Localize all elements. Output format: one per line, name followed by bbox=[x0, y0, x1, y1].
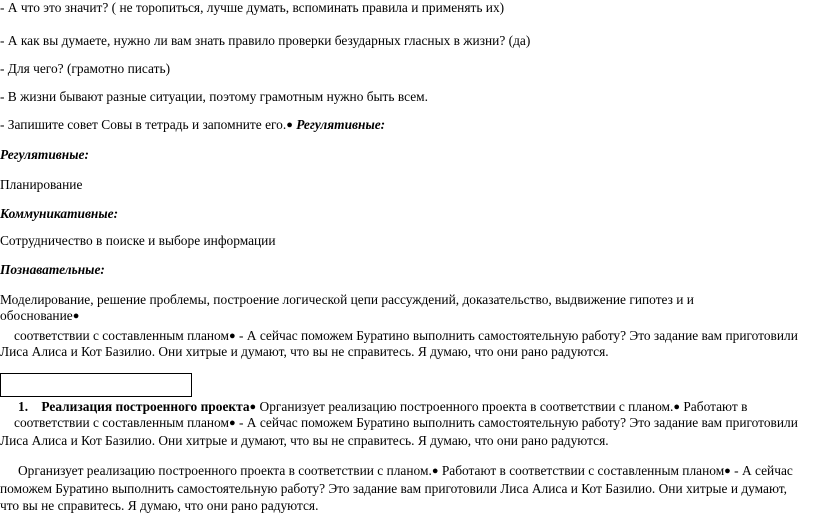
stage-text-1: Организует реализацию построенного проекта в соответствии с планом. bbox=[256, 399, 674, 414]
bullet-icon: ● bbox=[228, 417, 236, 429]
bullet-icon: ● bbox=[249, 401, 257, 413]
stage-text-2b: - А сейчас поможем Буратино выполнить самостоятельную работу? Это задание вам приготовили bbox=[235, 415, 798, 430]
final-line-2: поможем Буратино выполнить самостоятельную работу? Это задание вам приготовили Лиса Алиса и Кот Базилио. Они хитрые и думают, bbox=[0, 481, 788, 496]
cognitive-heading: Познавательные: bbox=[0, 262, 105, 277]
dialog-line-5: - Запишите совет Совы в тетрадь и запомните его. bbox=[0, 117, 287, 132]
bullet-icon: ● bbox=[286, 119, 293, 131]
stage-number: 1. bbox=[18, 399, 29, 414]
communicative-text: Сотрудничество в поиске и выборе информации bbox=[0, 233, 276, 248]
dialog-line-5-row bbox=[0, 117, 385, 133]
stage-title: Реализация построенного проекта bbox=[41, 399, 250, 414]
inline-heading: Регулятивные: bbox=[296, 117, 386, 132]
block1-line-1 bbox=[14, 328, 798, 344]
dialog-line-2: - А как вы думаете, нужно ли вам знать правило проверки безударных гласных в жизни? (да) bbox=[0, 33, 531, 48]
final-text-b: Работают в соответствии с составленным планом bbox=[438, 463, 725, 478]
regulative-text: Планирование bbox=[0, 177, 83, 192]
stage-text-2a: соответствии с составленным планом bbox=[14, 415, 229, 430]
block1-text-a: соответствии с составленным планом bbox=[14, 328, 229, 343]
dialog-line-4: - В жизни бывают разные ситуации, поэтому грамотным нужно быть всем. bbox=[0, 89, 428, 104]
regulative-heading: Регулятивные: bbox=[0, 147, 89, 162]
bullet-icon: ● bbox=[673, 401, 681, 413]
final-text-c: - А сейчас bbox=[730, 463, 793, 478]
bullet-icon: ● bbox=[724, 465, 731, 477]
final-line-3: что вы не справитесь. Я думаю, что они рано радуются. bbox=[0, 498, 319, 513]
cognitive-line-2: обоснование bbox=[0, 308, 73, 323]
final-line-1 bbox=[18, 463, 793, 479]
communicative-heading: Коммуникативные: bbox=[0, 206, 119, 221]
bullet-icon: ● bbox=[72, 310, 80, 322]
bullet-icon: ● bbox=[228, 330, 236, 342]
empty-text-box bbox=[0, 373, 192, 397]
stage-text-2: Работают в bbox=[680, 399, 748, 414]
final-text-a: Организует реализацию построенного проекта в соответствии с планом. bbox=[18, 463, 432, 478]
bullet-icon: ● bbox=[431, 465, 439, 477]
dialog-line-1: - А что это значит? ( не торопиться, лучше думать, вспоминать правила и применять их) bbox=[0, 0, 505, 15]
cognitive-line-1: Моделирование, решение проблемы, построение логической цепи рассуждений, доказательство, выдвижение гипотез и и bbox=[0, 292, 694, 307]
block1-text-b: - А сейчас поможем Буратино выполнить самостоятельную работу? Это задание вам приготовили bbox=[235, 328, 798, 343]
block1-line-2: Лиса Алиса и Кот Базилио. Они хитрые и думают, что вы не справитесь. Я думаю, что они рано радуются. bbox=[0, 344, 609, 359]
cognitive-line-2-row bbox=[0, 308, 79, 324]
stage-line-2 bbox=[14, 415, 798, 431]
dialog-line-3: - Для чего? (грамотно писать) bbox=[0, 61, 171, 76]
stage-line-1 bbox=[18, 399, 747, 415]
stage-line-3: Лиса Алиса и Кот Базилио. Они хитрые и думают, что вы не справитесь. Я думаю, что они рано радуются. bbox=[0, 433, 609, 448]
